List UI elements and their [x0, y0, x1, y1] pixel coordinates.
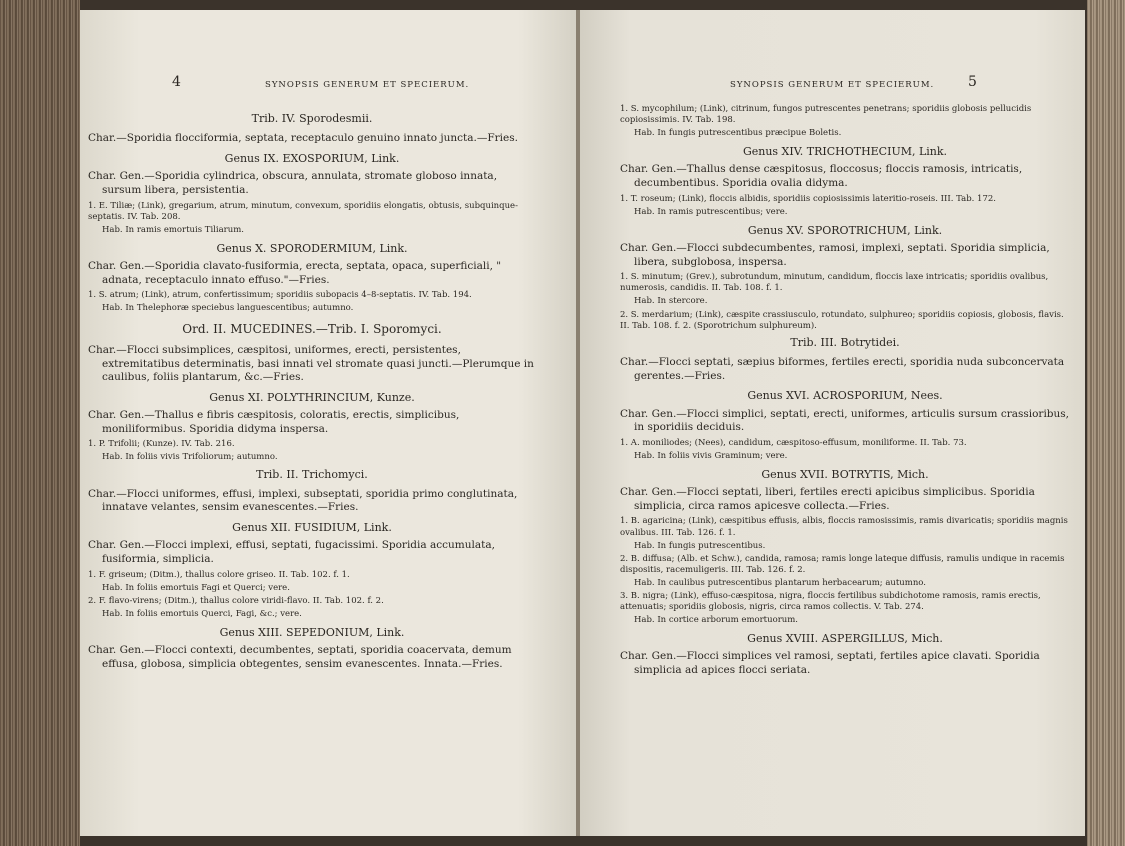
genus-entry: Genus IX. EXOSPORIUM, Link.: [224, 151, 400, 165]
ord-entry: Ord. II. MUCEDINES.—Trib. I. Sporomyci.: [182, 322, 442, 337]
hab-entry: Hab. In foliis vivis Graminum; vere.: [634, 450, 788, 461]
left-page: [80, 10, 578, 836]
char-entry: Char. Gen.—Flocci implexi, effusi, septati, fugacissimi. Sporidia accumulata, fusiformia, simplicia.: [88, 539, 495, 566]
char-entry: Char. Gen.—Sporidia cylindrica, obscura, annulata, stromate globoso innata, sursum libera, persistentia.: [88, 170, 498, 196]
species-entry: 1. E. Tiliæ; (Link), gregarium, atrum, minutum, convexum, sporidiis elongatis, obtusis, subquinque-septatis. IV. Tab. 208.: [88, 200, 518, 222]
species-entry: 1. S. minutum; (Grev.), subrotundum, minutum, candidum, floccis laxe intricatis; sporidiis ovalibus, numerosis, candidis. II. Tab. 108. f. 1.: [620, 272, 1049, 294]
hab-entry: Hab. In stercore.: [634, 296, 708, 307]
hab-entry: Hab. In Thelephoræ speciebus languescentibus; autumno.: [102, 303, 354, 314]
genus-entry: Genus X. SPORODERMIUM, Link.: [216, 241, 408, 255]
species-entry: 1. B. agaricina; (Link), cæspitibus effusis, albis, floccis ramosissimis, ramis divaricatis; sporidiis magnis ovalibus. III. Tab. 126. f. 1.: [620, 516, 1068, 538]
page-edges-right: [1087, 0, 1125, 846]
char-entry: Char. Gen.—Sporidia clavato-fusiformia, erecta, septata, opaca, superficiali, " adnata, receptaculo innato effuso."—Fries.: [88, 259, 502, 286]
species-entry: 1. A. moniliodes; (Nees), candidum, cæspitoso-effusum, moniliforme. II. Tab. 73.: [620, 437, 967, 448]
page-text: [88, 108, 536, 674]
species-entry: 1. S. atrum; (Link), atrum, confertissimum; sporidiis subopacis 4–8-septatis. IV. Tab. 194.: [88, 290, 472, 301]
genus-entry: Genus XVI. ACROSPORIUM, Nees.: [747, 389, 943, 403]
char-entry: Char. Gen.—Thallus e fibris cæspitosis, coloratis, erectis, simplicibus, moniliformibus. Sporidia didyma inspersa.: [88, 409, 460, 435]
char-entry: Char. Gen.—Flocci simplices vel ramosi, septati, fertiles apice clavati. Sporidia simplicia ad apices flocci seriata.: [620, 650, 1040, 676]
char-entry: Char. Gen.—Thallus dense cæspitosus, floccosus; floccis ramosis, intricatis, decumbentibus. Sporidia ovalia didyma.: [620, 163, 1023, 190]
species-entry: 1. P. Trifolii; (Kunze). IV. Tab. 216.: [88, 439, 235, 450]
species-entry: 3. B. nigra; (Link), effuso-cæspitosa, nigra, floccis fertilibus subdichotome ramosis, ramis erectis, attenuatis; sporidiis globosis, nigris, circa ramos collectis. V. Tab. 274.: [620, 590, 1041, 612]
hab-entry: Hab. In fungis putrescentibus præcipue Boletis.: [634, 128, 842, 139]
species-entry: 2. S. merdarium; (Link), cæspite crassiusculo, rotundato, sulphureo; sporidiis copiosis, globosis, flavis. II. Tab. 108. f. 2. (Sporotrichum sulphureum).: [620, 309, 1064, 331]
char-entry: Char.—Flocci uniformes, effusi, implexi, subseptati, sporidia primo conglutinata, innatave velantes, sensim evanescentes.—Fries.: [88, 487, 518, 514]
genus-entry: Genus XI. POLYTHRINCIUM, Kunze.: [209, 390, 415, 404]
species-entry: 1. S. mycophilum; (Link), citrinum, fungos putrescentes penetrans; sporidiis globosis pellucidis copiosissimis. IV. Tab. 198.: [620, 104, 1032, 126]
page-text: [620, 102, 1070, 680]
page-edges-left: [0, 0, 80, 846]
running-header: SYNOPSIS GENERUM ET SPECIERUM.: [265, 80, 470, 90]
trib-entry: Trib. IV. Sporodesmii.: [251, 112, 373, 125]
hab-entry: Hab. In ramis emortuis Tiliarum.: [102, 224, 244, 235]
genus-entry: Genus XVII. BOTRYTIS, Mich.: [761, 467, 929, 481]
hab-entry: Hab. In foliis emortuis Fagi et Querci; vere.: [102, 582, 290, 593]
char-entry: Char. Gen.—Flocci contexti, decumbentes, septati, sporidia coacervata, demum effusa, globosa, simplicia obtegentes, sensim evanescentes. Innata.—Fries.: [88, 644, 512, 670]
genus-entry: Genus XIII. SEPEDONIUM, Link.: [219, 625, 405, 639]
hab-entry: Hab. In ramis putrescentibus; vere.: [634, 206, 788, 217]
hab-entry: Hab. In caulibus putrescentibus plantarum herbacearum; autumno.: [634, 577, 926, 588]
species-entry: 2. B. diffusa; (Alb. et Schw.), candida, ramosa; ramis longe lateque diffusis, ramulis undique in racemis dispositis, racemuligeris. III. Tab. 126. f. 2.: [620, 553, 1065, 575]
running-header: SYNOPSIS GENERUM ET SPECIERUM.: [730, 80, 935, 90]
hab-entry: Hab. In cortice arborum emortuorum.: [634, 614, 798, 625]
hab-entry: Hab. In foliis emortuis Querci, Fagi, &c.; vere.: [102, 608, 302, 619]
page-number: 5: [968, 74, 977, 90]
page-number: 4: [172, 74, 181, 90]
char-entry: Char. Gen.—Flocci simplici, septati, erecti, uniformes, articulis sursum crassioribus, in sporidiis deciduis.: [620, 407, 1070, 434]
genus-entry: Genus XIV. TRICHOTHECIUM, Link.: [742, 145, 948, 159]
trib-entry: Trib. III. Botrytidei.: [790, 335, 900, 349]
hab-entry: Hab. In foliis vivis Trifoliorum; autumno.: [102, 452, 278, 463]
species-entry: 1. F. griseum; (Ditm.), thallus colore griseo. II. Tab. 102. f. 1.: [88, 569, 350, 580]
char-entry: Char. Gen.—Flocci subdecumbentes, ramosi, implexi, septati. Sporidia simplicia, libera, subglobosa, inspersa.: [620, 242, 1050, 268]
char-entry: Char.—Flocci septati, sæpius biformes, fertiles erecti, sporidia nuda subconcervata gerentes.—Fries.: [620, 355, 1065, 382]
genus-entry: Genus XII. FUSIDIUM, Link.: [232, 521, 392, 535]
genus-entry: Genus XVIII. ASPERGILLUS, Mich.: [747, 631, 943, 645]
char-entry: Char. Gen.—Flocci septati, liberi, fertiles erecti apicibus simplicibus. Sporidia simplicia, circa ramos apicesve collecta.—Fries.: [620, 486, 1035, 512]
char-entry: Char.—Sporidia flocciformia, septata, receptaculo genuino innato juncta.—Fries.: [88, 132, 518, 145]
genus-entry: Genus XV. SPOROTRICHUM, Link.: [747, 223, 943, 237]
hab-entry: Hab. In fungis putrescentibus.: [634, 540, 766, 551]
right-page: [580, 10, 1085, 836]
species-entry: 2. F. flavo-virens; (Ditm.), thallus colore viridi-flavo. II. Tab. 102. f. 2.: [88, 595, 384, 606]
species-entry: 1. T. roseum; (Link), floccis albidis, sporidiis copiosissimis lateritio-roseis. III. Tab. 172.: [620, 193, 996, 204]
trib-entry: Trib. II. Trichomyci.: [256, 467, 368, 481]
char-entry: Char.—Flocci subsimplices, cæspitosi, uniformes, erecti, persistentes, extremitatibus determinatis, basi innati vel stromate quasi juncti.—Plerumque in caulibus, foliis plantarum, &c.—Fries.: [88, 343, 534, 384]
